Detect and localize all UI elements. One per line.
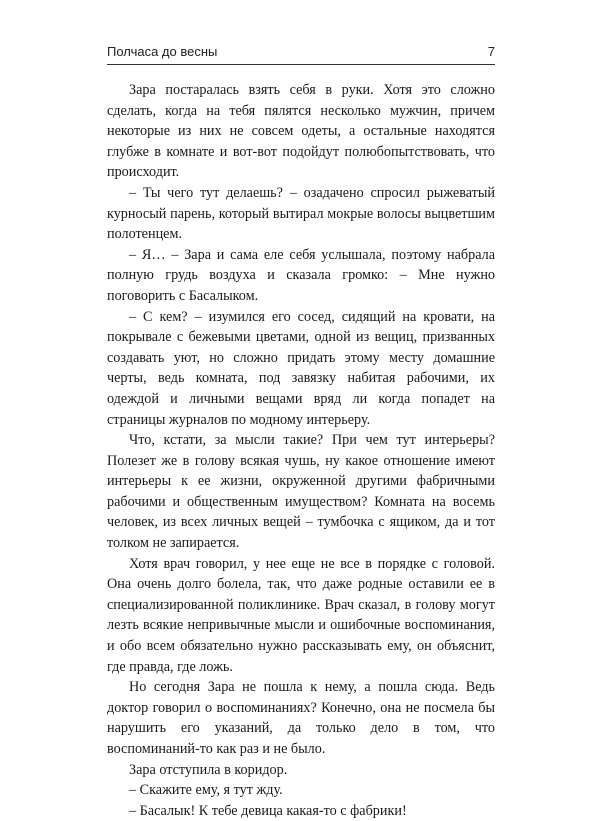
running-header [107,44,495,66]
paragraph: – Басалык! К тебе девица какая-то с фабрики! [129,802,407,819]
paragraph: Зара отступила в коридор. [129,761,288,778]
paragraph: – С кем? – изумился его сосед, сидящий на кровати, на покрывале с бежевыми цветами, одной из вещиц, призванных создавать уют, но сложно придать этому месту домашние черты, ведь комната, под завязку набитая рабочими, их одеждой и личными вещами вряд ли когда попадет на страницы журналов по модному интерьеру. [107,308,495,428]
page-body [107,80,495,821]
paragraph: Хотя врач говорил, у нее еще не все в порядке с головой. Она очень долго болела, так, что даже родные оставили ее в специализированной поликлинике. Врач сказал, в голову могут лезть всякие непривычные мысли и ошибочные воспоминания, и обо всем обязательно нужно рассказывать ему, он объяснит, где правда, где ложь. [107,555,495,675]
paragraph: – Я… – Зара и сама еле себя услышала, поэтому набрала полную грудь воздуха и сказала громко: – Мне нужно поговорить с Басалыком. [107,246,495,304]
paragraph: Зара постаралась взять себя в руки. Хотя это сложно сделать, когда на тебя пялятся несколько мужчин, причем некоторые из них не совсем одеты, а остальные находятся глубже в комнате и вот-вот подойдут полюбопытствовать, что происходит. [107,82,495,181]
paragraph: – Ты чего тут делаешь? – озадачено спросил рыжеватый курносый парень, который вытирал мокрые волосы выцветшим полотенцем. [107,184,495,243]
paragraph: Что, кстати, за мысли такие? При чем тут интерьеры? Полезет же в голову всякая чушь, ну какое отношение имеют интерьеры к ее жизни, окруженной другими фабричными рабочими и общественным имуществом? Комната на восемь человек, из всех личных вещей – тумбочка с ящиком, да и тот толком не запирается. [107,432,495,552]
paragraph: Но сегодня Зара не пошла к нему, а пошла сюда. Ведь доктор говорил о воспоминаниях? Конечно, она не посмела бы нарушить его указаний, да только дело в том, что воспоминаний-то как раз и не было. [107,679,495,757]
header-divider [107,64,495,65]
page-number: 7 [487,44,495,59]
book-title: Полчаса до весны [107,44,218,59]
paragraph: – Скажите ему, я тут жду. [129,782,283,799]
